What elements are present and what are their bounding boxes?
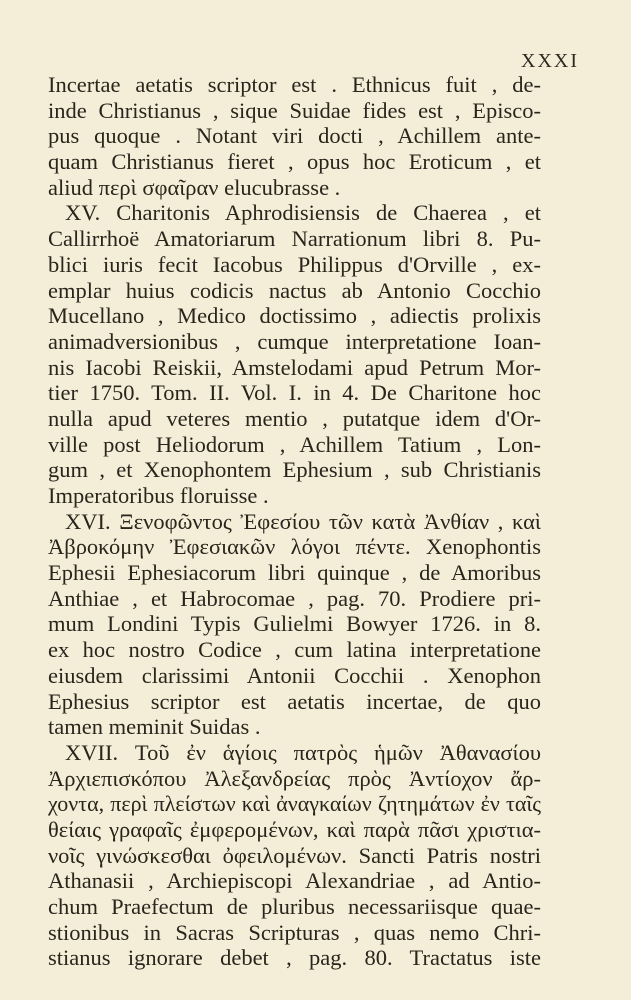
text-line: Ephesius scriptor est aetatis incertae, de quo xyxy=(48,688,541,714)
text-line: gum , et Xenophontem Ephesium , sub Christianis xyxy=(48,457,541,483)
text-line: aliud περὶ σφαῖραν elucubrasse . xyxy=(48,174,341,200)
text-line: χοντα, περὶ πλείστων καὶ ἀναγκαίων ζητημάτων ἐν ταῖς xyxy=(48,791,541,817)
text-line: Incertae aetatis scriptor est . Ethnicus fuit , de- xyxy=(48,72,541,97)
text-line: νοῖς γινώσκεσθαι ὀφειλομένων. Sancti Patris nostri xyxy=(48,842,541,868)
text-line: stianus ignorare debet , pag. 80. Tractatus iste xyxy=(48,945,541,971)
section-heading-line: XVII. Τοῦ ἐν ἁγίοις πατρὸς ἡμῶν Ἀθανασίου xyxy=(65,739,541,765)
text-line: tamen meminit Suidas . xyxy=(48,714,261,740)
text-line: Athanasii , Archiepiscopi Alexandriae , ad Antio- xyxy=(48,868,541,894)
text-line: emplar huius codicis nactus ab Antonio Cocchio xyxy=(48,277,541,303)
text-line: nis Iacobi Reiskii, Amstelodami apud Petrum Mor- xyxy=(48,354,541,380)
text-line: Callirrhoë Amatoriarum Narrationum libri 8. Pu- xyxy=(48,226,541,252)
text-line: ex hoc nostro Codice , cum latina interpretatione xyxy=(48,637,541,663)
page-number: XXXI xyxy=(521,50,579,72)
text-line: chum Praefectum de pluribus necessariisque quae- xyxy=(48,894,541,919)
text-line: mum Londini Typis Gulielmi Bowyer 1726. in 8. xyxy=(48,611,541,637)
section-heading-line: XVI. Ξενοφῶντος Ἐφεσίου τῶν κατὰ Ἀνθίαν , καὶ xyxy=(65,508,541,534)
text-line: stionibus in Sacras Scripturas , quas nemo Chri- xyxy=(48,919,541,945)
text-line: Mucellano , Medico doctissimo , adiectis prolixis xyxy=(48,303,541,329)
text-line: tier 1750. Tom. II. Vol. I. in 4. De Charitone hoc xyxy=(48,380,541,406)
body-text xyxy=(48,72,541,971)
text-line: nulla apud veteres mentio , putatque idem d'Or- xyxy=(48,405,541,431)
text-line: pus quoque . Notant viri docti , Achillem ante- xyxy=(48,123,541,149)
text-line: ville post Heliodorum , Achillem Tatium , Lon- xyxy=(48,431,541,457)
text-line: θείαις γραφαῖς ἐμφερομένων, καὶ παρὰ πᾶσι χριστια- xyxy=(48,816,541,842)
text-line: Anthiae , et Habrocomae , pag. 70. Prodiere pri- xyxy=(48,585,541,611)
text-line: Ἀρχιεπισκόπου Ἀλεξανδρείας πρὸς Ἀντίοχον ἄρ- xyxy=(48,765,541,791)
text-line: blici iuris fecit Iacobus Philippus d'Orville , ex- xyxy=(48,251,541,277)
section-heading-line: XV. Charitonis Aphrodisiensis de Chaerea , et xyxy=(65,200,541,226)
text-line: Ἀβροκόμην Ἐφεσιακῶν λόγοι πέντε. Xenophontis xyxy=(48,534,541,560)
text-line: animadversionibus , cumque interpretatione Ioan- xyxy=(48,328,541,354)
text-line: quam Christianus fieret , opus hoc Eroticum , et xyxy=(48,149,541,175)
text-line: inde Christianus , sique Suidae fides est , Episco- xyxy=(48,97,541,123)
text-line: Imperatoribus floruisse . xyxy=(48,483,269,508)
text-line: eiusdem clarissimi Antonii Cocchii . Xenophon xyxy=(48,662,541,688)
text-line: Ephesii Ephesiacorum libri quinque , de Amoribus xyxy=(48,560,541,586)
